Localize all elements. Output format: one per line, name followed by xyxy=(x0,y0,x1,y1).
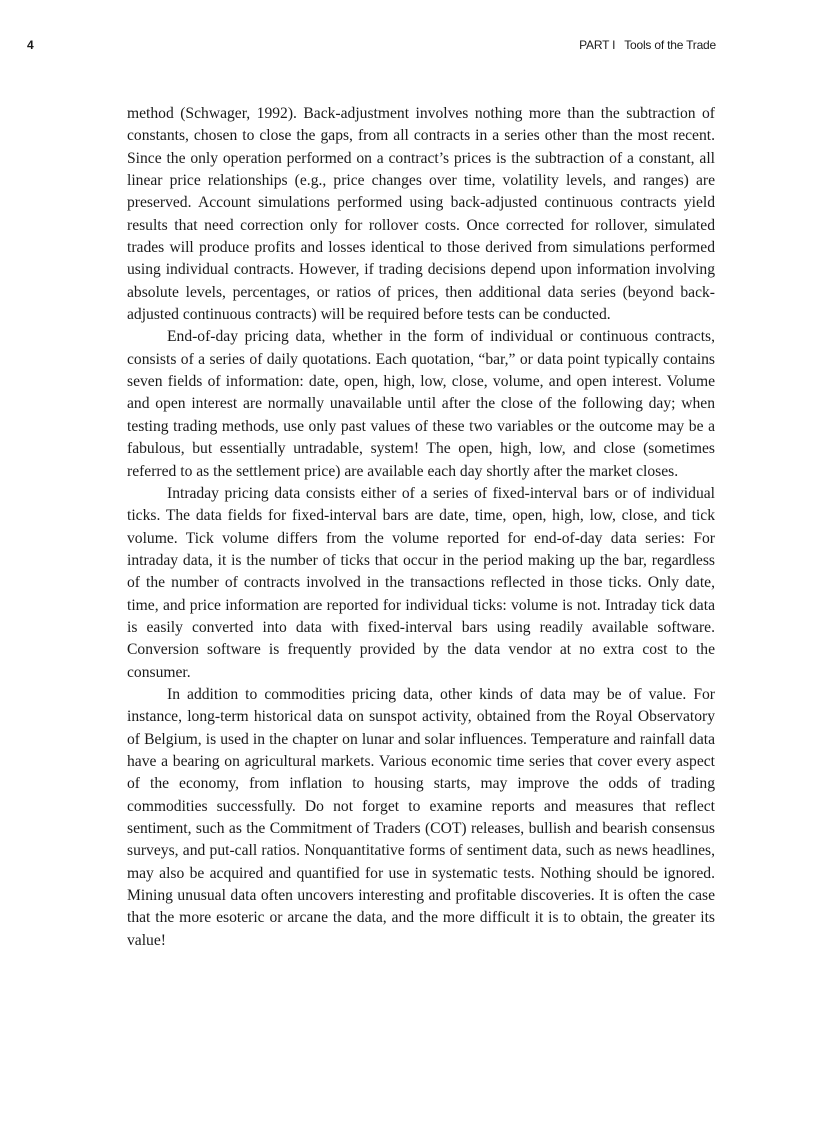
part-title: Tools of the Trade xyxy=(624,38,716,52)
page-number: 4 xyxy=(27,38,34,52)
paragraph-other-data: In addition to commodities pricing data, other kinds of data may be of value. For instance, long-term historical data on sunspot activity, obtained from the Royal Observatory of Belgium, is used in the chapter on lunar and solar influences. Temperature and rainfall data have a bearing on agricultural markets. Various economic time series that cover every aspect of the economy, from inflation to housing starts, may improve the odds of trading commodities successfully. Do not forget to examine reports and measures that reflect sentiment, such as the Commitment of Traders (COT) releases, bullish and bearish consensus surveys, and put-call ratios. Nonquantitative forms of sentiment data, such as news headlines, may also be acquired and quantified for use in systematic tests. Nothing should be ignored. Mining unusual data often uncovers interesting and profitable discoveries. It is often the case that the more esoteric or arcane the data, and the more difficult it is to obtain, the greater its value! xyxy=(127,685,715,949)
paragraph-end-of-day: End-of-day pricing data, whether in the form of individual or continuous contracts, consists of a series of daily quotations. Each quotation, “bar,” or data point typically contains seven fields of information: date, open, high, low, close, volume, and open interest. Volume and open interest are normally unavailable until after the close of the following day; when testing trading methods, use only past values of these two variables or the outcome may be a fabulous, but essentially untradable, system! The open, high, low, and close (sometimes referred to as the settlement price) are available each day shortly after the market closes. xyxy=(127,328,715,480)
paragraph-intraday: Intraday pricing data consists either of a series of fixed-interval bars or of individual ticks. The data fields for fixed-interval bars are date, time, open, high, low, close, and tick volume. Tick volume differs from the volume reported for end-of-day data series: For intraday data, it is the number of ticks that occur in the period making up the bar, regardless of the number of contracts involved in the transactions reflected in those ticks. Only date, time, and price information are reported for individual ticks: volume is not. Intraday tick data is easily converted into data with fixed-interval bars using readily available software. Conversion software is frequently provided by the data vendor at no extra cost to the consumer. xyxy=(127,484,715,681)
running-head xyxy=(579,38,716,52)
paragraph-backadjustment: method (Schwager, 1992). Back-adjustment involves nothing more than the subtraction of constants, chosen to close the gaps, from all contracts in a series other than the most recent. Since the only operation performed on a contract’s prices is the subtraction of a constant, all linear price relationships (e.g., price changes over time, volatility levels, and ranges) are preserved. Account simulations performed using back-adjusted continuous contracts yield results that need correction only for rollover costs. Once corrected for rollover, simulated trades will produce profits and losses identical to those derived from simulations performed using individual contracts. However, if trading decisions depend upon information involving absolute levels, percentages, or ratios of prices, then additional data series (beyond back-adjusted continuous contracts) will be required before tests can be conducted. xyxy=(127,105,715,324)
part-label: PART I xyxy=(579,38,616,52)
body-text xyxy=(127,103,715,952)
